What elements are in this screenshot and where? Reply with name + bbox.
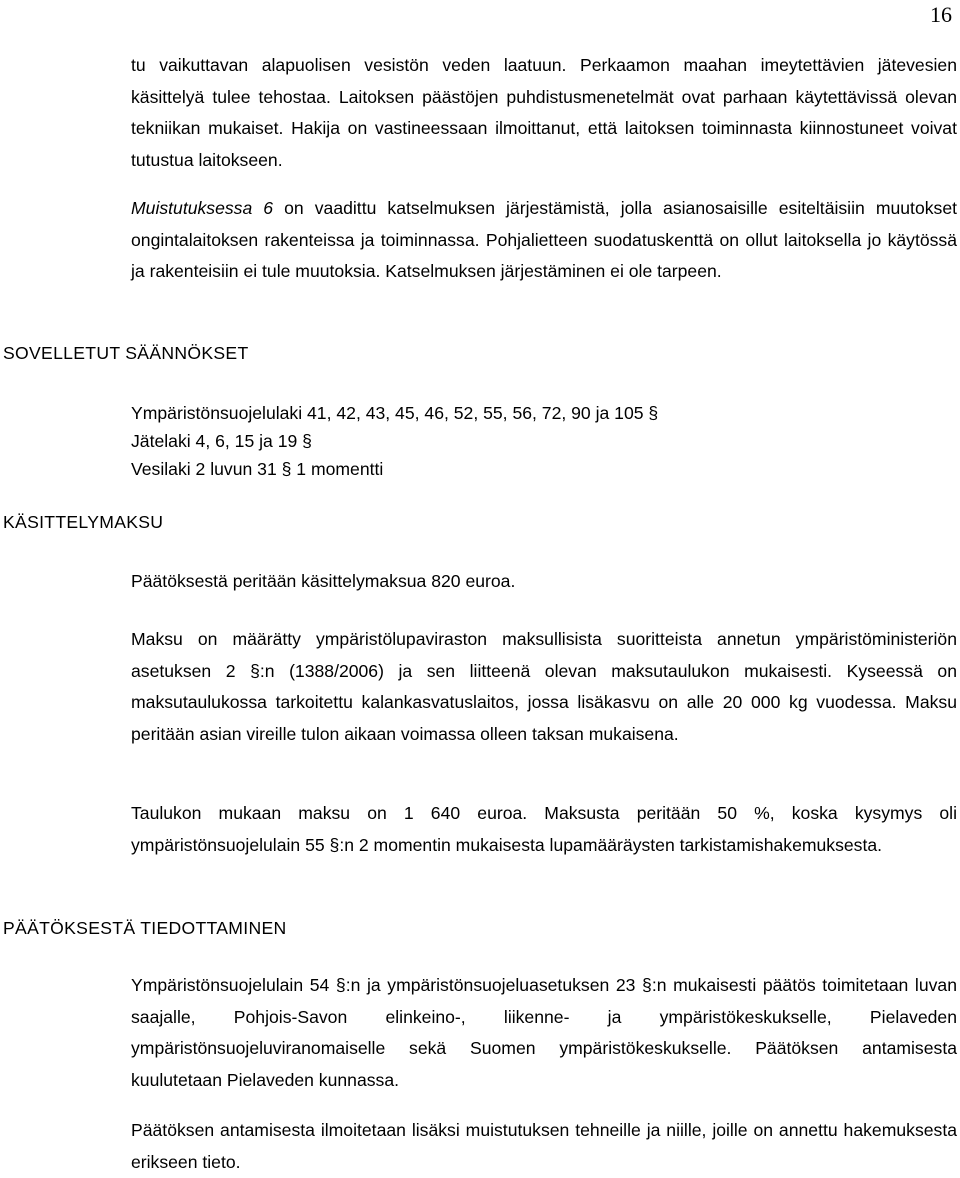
paragraph-notification-recipients: Ympäristönsuojelulain 54 §:n ja ympäristönsuojeluasetuksen 23 §:n mukaisesti päätös toimitetaan luvan saajalle, Pohjois-Savon elinkeino-, liikenne- ja ympäristökeskukselle, Pielaveden ympäristönsuojeluviranomaiselle sekä Suomen ympäristökeskukselle. Päätöksen antamisesta kuulutetaan Pielaveden kunnassa. <box>131 975 957 1090</box>
paragraph-fee-calculation: Taulukon mukaan maksu on 1 640 euroa. Maksusta peritään 50 %, koska kysymys oli ympäristönsuojelulain 55 §:n 2 momentin mukaisesta lupamääräysten tarkistamishakemuksesta. <box>131 803 957 855</box>
paragraph-conclusion: tu vaikuttavan alapuolisen vesistön veden laatuun. Perkaamon maahan imeytettävien jätevesien käsittelyä tulee tehostaa. Laitoksen päästöjen puhdistusmenetelmät ovat parhaan käytettävissä olevan tekniikan mukaiset. Hakija on vastineessaan ilmoittanut, että laitoksen toiminnasta kiinnostuneet voivat tutustua laitokseen. <box>131 55 957 170</box>
legal-reference-environmental-act: Ympäristönsuojelulaki 41, 42, 43, 45, 46, 52, 55, 56, 72, 90 ja 105 § <box>131 403 659 423</box>
heading-processing-fee: KÄSITTELYMAKSU <box>3 512 164 532</box>
legal-reference-waste-act: Jätelaki 4, 6, 15 ja 19 § <box>131 431 312 451</box>
paragraph-objection-6 <box>131 193 957 288</box>
paragraph-fee-amount: Päätöksestä peritään käsittelymaksua 820 euroa. <box>131 571 516 591</box>
objection-text: on vaadittu katselmuksen järjestämistä, jolla asianosaisille esiteltäisiin muutokset ongintalaitoksen rakenteissa ja toiminnassa. Pohjalietteen suodatuskenttä on ollut laitoksella jo käytössä ja rakenteisiin ei tule muutoksia. Katselmuksen järjestäminen ei ole tarpeen. <box>131 198 957 281</box>
heading-decision-notification: PÄÄTÖKSESTÄ TIEDOTTAMINEN <box>3 918 287 938</box>
paragraph-fee-basis: Maksu on määrätty ympäristölupaviraston maksullisista suoritteista annetun ympäristöministeriön asetuksen 2 §:n (1388/2006) ja sen liitteenä olevan maksutaulukon mukaisesti. Kyseessä on maksutaulukossa tarkoitettu kalankasvatuslaitos, jossa lisäkasvu on alle 20 000 kg vuodessa. Maksu peritään asian vireille tulon aikaan voimassa olleen taksan mukaisena. <box>131 629 957 744</box>
page-number: 16 <box>930 2 952 27</box>
heading-applied-rules: SOVELLETUT SÄÄNNÖKSET <box>3 343 249 363</box>
legal-reference-water-act: Vesilaki 2 luvun 31 § 1 momentti <box>131 459 384 479</box>
objection-reference: Muistutuksessa 6 <box>131 198 274 218</box>
paragraph-notification-additional: Päätöksen antamisesta ilmoitetaan lisäksi muistutuksen tehneille ja niille, joille on annettu hakemuksesta erikseen tieto. <box>131 1120 957 1172</box>
